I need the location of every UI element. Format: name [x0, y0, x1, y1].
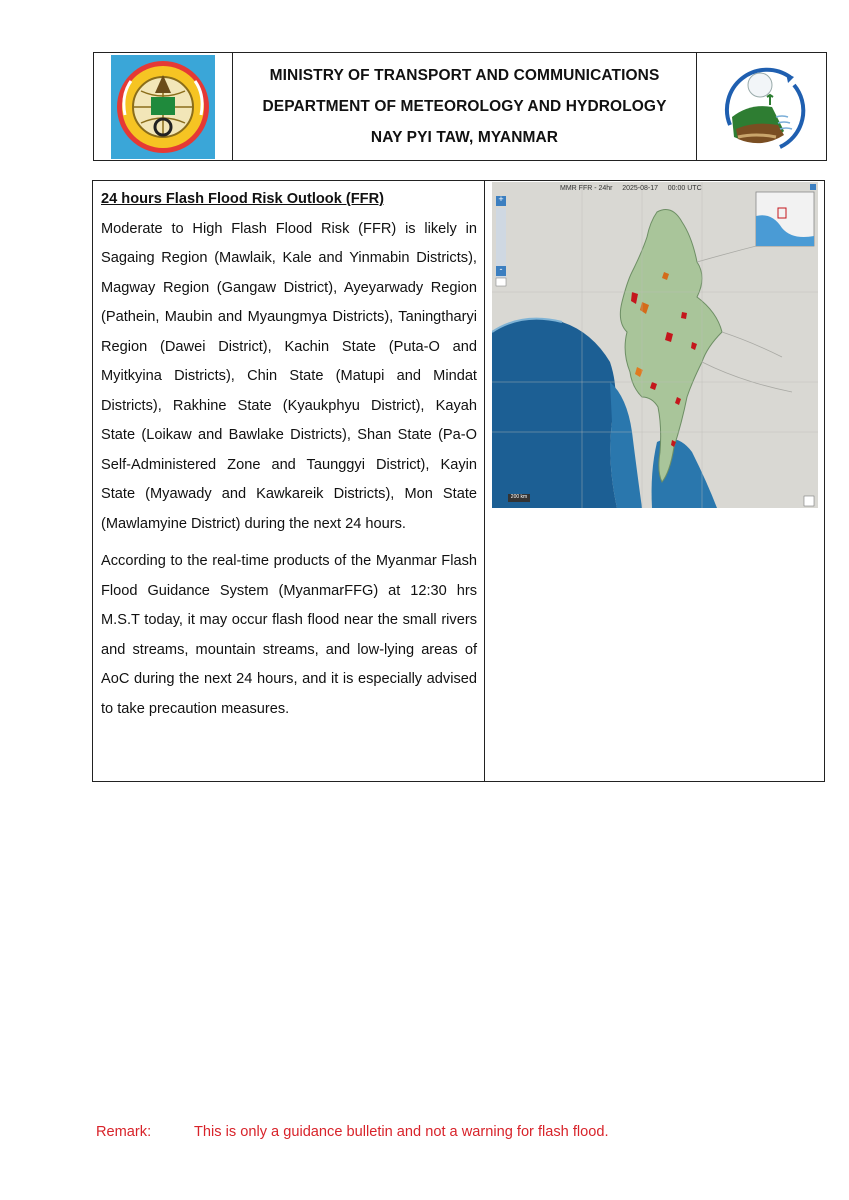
zoom-in-button[interactable]: +	[498, 194, 504, 204]
map-cell	[485, 181, 824, 781]
letterhead	[93, 52, 827, 161]
map-date: 2025-08-17	[622, 185, 659, 192]
map-title-bar	[560, 185, 702, 192]
zoom-out-button[interactable]: -	[499, 264, 503, 274]
department-name: DEPARTMENT OF METEOROLOGY AND HYDROLOGY	[262, 98, 667, 115]
ffr-map-graphic	[492, 182, 818, 508]
remark-label: Remark:	[96, 1124, 152, 1140]
remark-text: This is only a guidance bulletin and not a warning for flash flood.	[194, 1124, 609, 1140]
section-title: 24 hours Flash Flood Risk Outlook (FFR)	[101, 191, 384, 207]
outlook-text-cell	[93, 181, 485, 781]
map-time: 00:00 UTC	[667, 185, 702, 192]
guidance-paragraph: According to the real-time products of the Myanmar Flash Flood Guidance System (MyanmarFFG) at 12:30 hrs M.S.T today, it may occur flash flood near the small rivers and streams, mountain streams, and low-lying areas of AoC during the next 24 hours, and it is especially advised to take precaution measures.	[101, 553, 477, 717]
map-title: MMR FFR - 24hr	[560, 185, 613, 192]
ministry-emblem-icon	[111, 55, 215, 159]
risk-paragraph: Moderate to High Flash Flood Risk (FFR) is likely in Sagaing Region (Mawlaik, Kale and Yinmabin Districts), Magway Region (Gangaw District), Ayeyarwady Region (Pathein, Maubin and Myaungmya Districts), Taningtharyi Region (Dawei District), Kachin State (Puta-O and Myitkyina Districts), Chin State (Matupi and Mindat Districts), Rakhine State (Kyaukphyu District), Kayah State (Loikaw and Bawlake Districts), Shan State (Pa-O Self-Administered Zone and Taunggyi District), Kayin State (Myawady and Kawkareik Districts), Mon State (Mawlamyine District) during the next 24 hours.	[101, 220, 477, 532]
ministry-name: MINISTRY OF TRANSPORT AND COMMUNICATIONS	[269, 67, 660, 84]
location-name: NAY PYI TAW, MYANMAR	[370, 129, 559, 146]
ministry-logo-cell	[94, 53, 233, 160]
outlook-table	[92, 180, 825, 782]
dmh-logo-cell	[696, 53, 826, 160]
ffr-map[interactable]	[492, 182, 818, 508]
letterhead-title	[233, 53, 696, 160]
map-scale-label: 200 km	[510, 494, 528, 500]
hydrological-cycle-icon	[710, 55, 814, 159]
